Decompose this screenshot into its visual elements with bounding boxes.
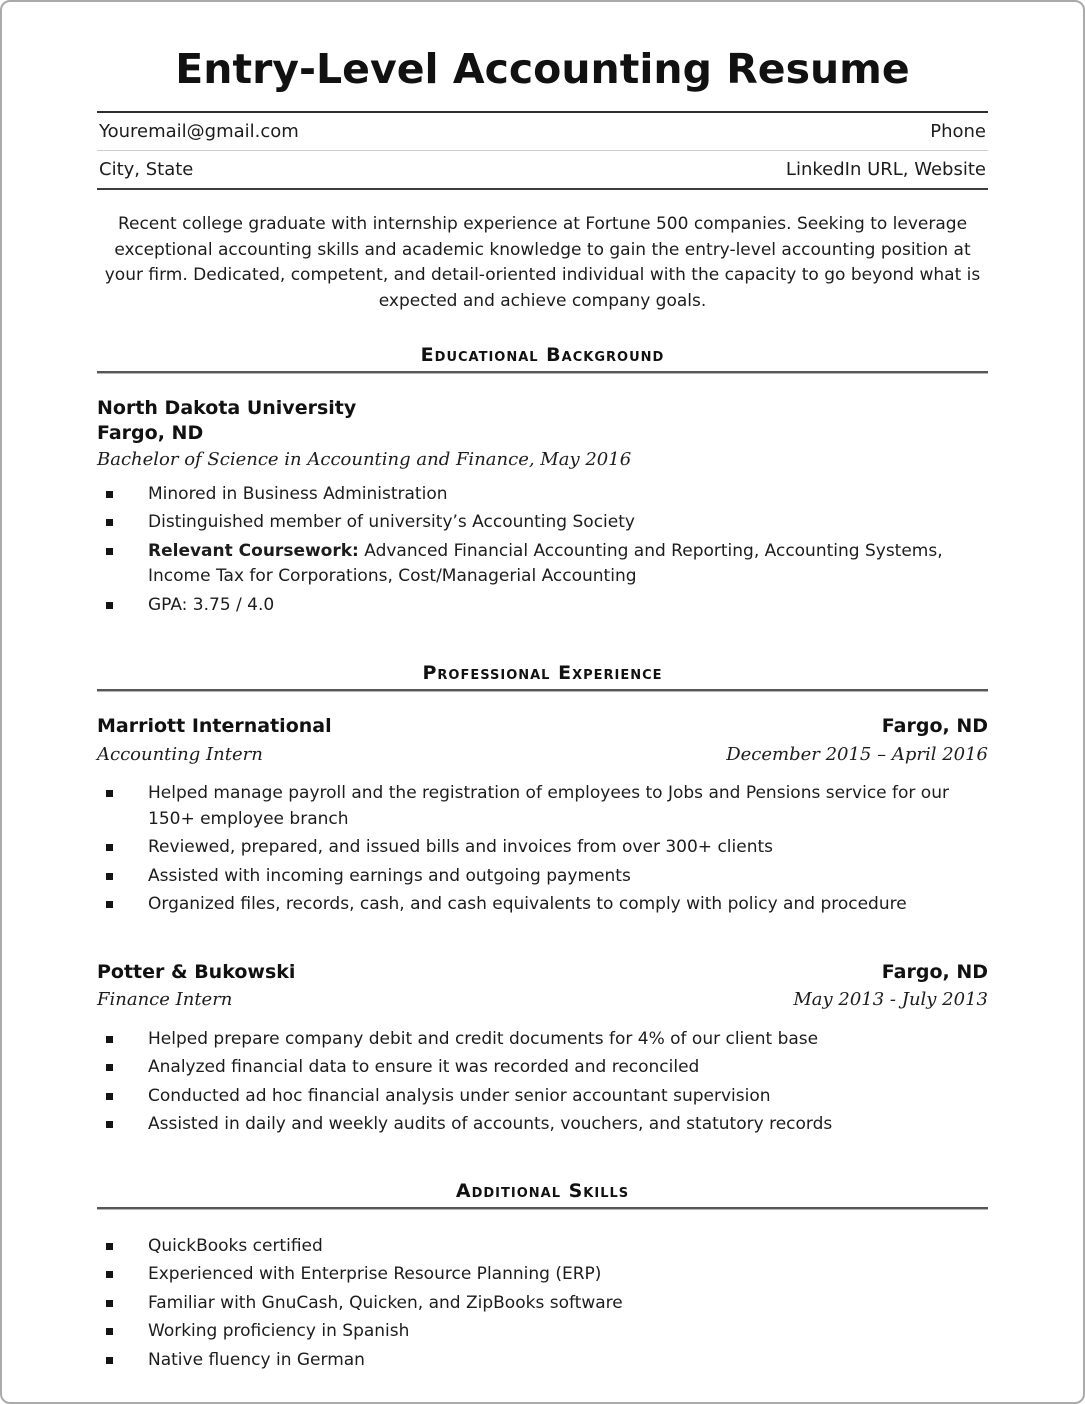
education-bullets bbox=[97, 482, 988, 619]
skills-bullets bbox=[97, 1234, 988, 1374]
bullet-item bbox=[97, 539, 988, 590]
job-entry bbox=[97, 960, 988, 1138]
job-title-row bbox=[97, 986, 988, 1012]
section-divider-skills bbox=[97, 1207, 988, 1210]
contact-divider-heavy bbox=[97, 188, 988, 190]
bullet-item: Conducted ad hoc financial analysis under senior accountant supervision bbox=[97, 1084, 988, 1110]
bullet-item: Minored in Business Administration bbox=[97, 482, 988, 508]
section-heading-experience: Professional Experience bbox=[422, 662, 663, 685]
section-heading-education: Educational Background bbox=[420, 344, 665, 367]
job-header-row bbox=[97, 960, 988, 985]
coursework-label: Relevant Coursework: bbox=[148, 540, 359, 561]
section-divider-education bbox=[97, 371, 988, 374]
bullet-item: GPA: 3.75 / 4.0 bbox=[97, 593, 988, 619]
skills-section bbox=[97, 1234, 988, 1374]
summary-paragraph: Recent college graduate with internship experience at Fortune 500 companies. Seeking to leverage exceptional accounting skills and academic knowledge to gain the entry-level accounting position at your firm. Dedicated, competent, and detail-oriented individual with the capacity to go beyond what is expected and achieve company goals. bbox=[104, 214, 981, 311]
job-title: Accounting Intern bbox=[97, 744, 263, 765]
section-divider-experience bbox=[97, 689, 988, 692]
contact-links: LinkedIn URL, Website bbox=[785, 159, 986, 181]
job-entry bbox=[97, 714, 988, 917]
degree-line: Bachelor of Science in Accounting and Finance, May 2016 bbox=[97, 448, 632, 470]
education-section bbox=[97, 396, 988, 618]
bullet-item: Helped manage payroll and the registration of employees to Jobs and Pensions service for our 150+ employee branch bbox=[97, 781, 988, 832]
contact-row-1 bbox=[97, 113, 988, 150]
contact-phone: Phone bbox=[930, 121, 986, 143]
job-title: Finance Intern bbox=[97, 989, 233, 1011]
section-heading-skills: Additional Skills bbox=[455, 1179, 630, 1202]
company-name: Marriott International bbox=[97, 715, 332, 738]
bullet-item: Familiar with GnuCash, Quicken, and ZipBooks software bbox=[97, 1291, 988, 1317]
job-dates: May 2013 - July 2013 bbox=[793, 989, 988, 1011]
contact-row-2 bbox=[97, 151, 988, 188]
bullet-item: Reviewed, prepared, and issued bills and invoices from over 300+ clients bbox=[97, 835, 988, 861]
contact-city-state: City, State bbox=[99, 159, 194, 181]
bullet-item: Native fluency in German bbox=[97, 1348, 988, 1374]
bullet-item: Assisted in daily and weekly audits of accounts, vouchers, and statutory records bbox=[97, 1112, 988, 1138]
page-title: Entry-Level Accounting Resume bbox=[175, 45, 910, 93]
job-dates: December 2015 – April 2016 bbox=[726, 744, 988, 765]
job-bullets bbox=[97, 1027, 988, 1138]
bullet-item: Helped prepare company debit and credit documents for 4% of our client base bbox=[97, 1027, 988, 1053]
school-name: North Dakota University bbox=[97, 397, 357, 420]
bullet-item: Working proficiency in Spanish bbox=[97, 1319, 988, 1345]
bullet-item: Assisted with incoming earnings and outgoing payments bbox=[97, 864, 988, 890]
job-bullets bbox=[97, 781, 988, 918]
job-header-row bbox=[97, 714, 988, 739]
bullet-item: QuickBooks certified bbox=[97, 1234, 988, 1260]
bullet-item: Experienced with Enterprise Resource Planning (ERP) bbox=[97, 1262, 988, 1288]
job-location: Fargo, ND bbox=[881, 715, 988, 738]
job-title-row bbox=[97, 741, 988, 767]
bullet-item: Distinguished member of university’s Accounting Society bbox=[97, 510, 988, 536]
contact-email: Youremail@gmail.com bbox=[99, 121, 299, 143]
coursework-text: Advanced Financial Accounting and Reporting, Accounting Systems, Income Tax for Corporations, Cost/Managerial Accounting bbox=[148, 540, 943, 587]
company-name: Potter & Bukowski bbox=[97, 960, 296, 983]
job-location: Fargo, ND bbox=[881, 960, 988, 983]
bullet-item: Analyzed financial data to ensure it was recorded and reconciled bbox=[97, 1055, 988, 1081]
bullet-item: Organized files, records, cash, and cash equivalents to comply with policy and procedure bbox=[97, 892, 988, 918]
school-location: Fargo, ND bbox=[97, 421, 204, 444]
